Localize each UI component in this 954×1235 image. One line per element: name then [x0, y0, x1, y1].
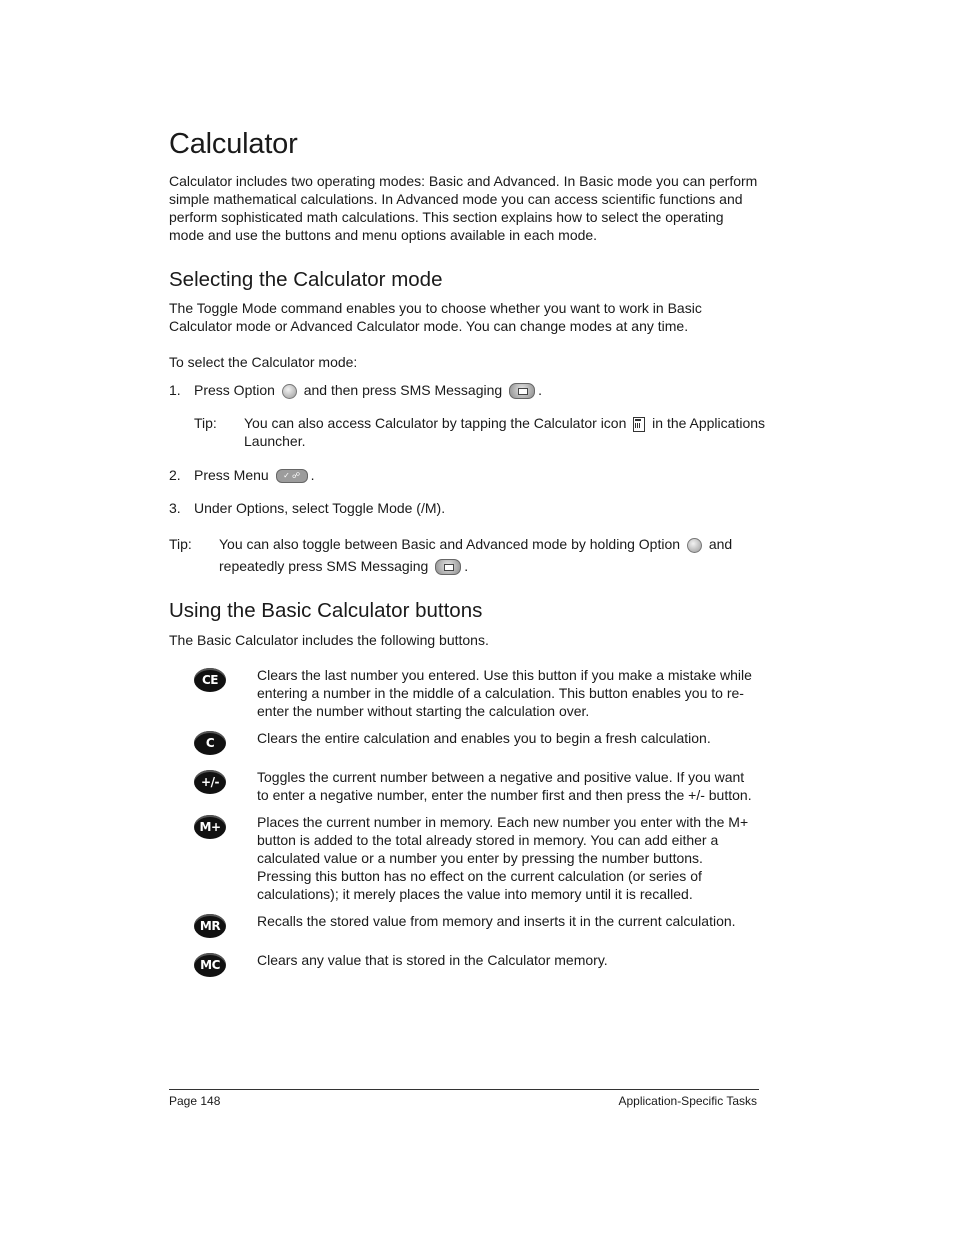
step-number: 1. [169, 382, 181, 398]
section2-body: The Basic Calculator includes the following buttons. [169, 632, 489, 648]
mc-button-icon: MC [194, 953, 226, 977]
button-description: Clears the entire calculation and enables you to begin a fresh calculation. [257, 730, 711, 746]
button-row-ce [169, 666, 761, 722]
button-row-plus-minus [169, 768, 761, 806]
intro-paragraph: Calculator includes two operating modes: Basic and Advanced. In Basic mode you can perform simple mathematical calculations. In Advanced mode you can access scientific functions and perform sophisticated math calculations. This section explains how to select the operating mode and use the buttons and menu options available in each mode. [169, 173, 758, 243]
step-text: . [310, 467, 315, 483]
button-row-mc [169, 951, 761, 981]
step-text: and then press SMS Messaging [303, 382, 503, 398]
footer-divider [169, 1089, 759, 1090]
section1-body: The Toggle Mode command enables you to choose whether you want to work in Basic Calculator mode or Advanced Calculator mode. You can change modes at any time. [169, 300, 702, 334]
tip-2 [169, 535, 761, 579]
tip-text: and [708, 536, 733, 552]
option-button-icon [282, 384, 297, 399]
m-plus-button-icon: M+ [194, 815, 226, 839]
button-description: Recalls the stored value from memory and inserts it in the current calculation. [257, 913, 736, 929]
calculator-app-icon [633, 417, 645, 432]
step-text: Press Option [194, 382, 275, 398]
step-number: 2. [169, 467, 181, 483]
page-title: Calculator [169, 128, 298, 160]
menu-button-icon: ✓ ☍ [276, 469, 308, 483]
footer-page-number: Page 148 [169, 1094, 221, 1108]
step-text: Press Menu [194, 467, 269, 483]
sms-messaging-button-icon [509, 383, 535, 399]
button-row-m-plus [169, 813, 761, 905]
button-row-mr [169, 912, 761, 942]
procedure-title: To select the Calculator mode: [169, 354, 358, 370]
button-description: Clears any value that is stored in the Calculator memory. [257, 952, 608, 968]
button-description: Toggles the current number between a negative and positive value. If you want to enter a negative number, enter the number first and then press the +/- button. [257, 769, 752, 803]
c-button-icon: C [194, 731, 226, 755]
tip-text: You can also access Calculator by tapping the Calculator icon [244, 415, 627, 431]
tip-text: . [464, 558, 469, 574]
ce-button-icon: CE [194, 668, 226, 692]
tip-text: in the Applications [652, 415, 766, 431]
section-heading-selecting-mode: Selecting the Calculator mode [169, 268, 443, 291]
step-number: 3. [169, 500, 181, 516]
button-description: Places the current number in memory. Each new number you enter with the M+ button is added to the total already stored in memory. You can add either a calculated value or a number you enter by pressing the number buttons. Pressing this button has no effect on the current calculation (or series of calculations); it merely places the value into memory until it is recalled. [257, 814, 749, 902]
tip-text: Launcher. [244, 433, 306, 449]
tip-label: Tip: [194, 415, 217, 431]
step-text: Under Options, select Toggle Mode (/M). [194, 500, 446, 516]
tip-text: You can also toggle between Basic and Advanced mode by holding Option [219, 536, 681, 552]
sms-messaging-button-icon [435, 559, 461, 575]
section-heading-basic-buttons: Using the Basic Calculator buttons [169, 599, 483, 622]
button-description: Clears the last number you entered. Use this button if you make a mistake while entering a number in the middle of a calculation. This button enables you to re-enter the number without starting the calculation over. [257, 667, 752, 719]
mr-button-icon: MR [194, 914, 226, 938]
tip-1 [194, 414, 766, 454]
tip-text: repeatedly press SMS Messaging [219, 558, 429, 574]
option-button-icon [687, 538, 702, 553]
footer-chapter-title: Application-Specific Tasks [618, 1094, 757, 1108]
button-row-c [169, 729, 761, 759]
plus-minus-button-icon: +/- [194, 770, 226, 794]
tip-label: Tip: [169, 536, 192, 552]
step-text: . [538, 382, 542, 398]
